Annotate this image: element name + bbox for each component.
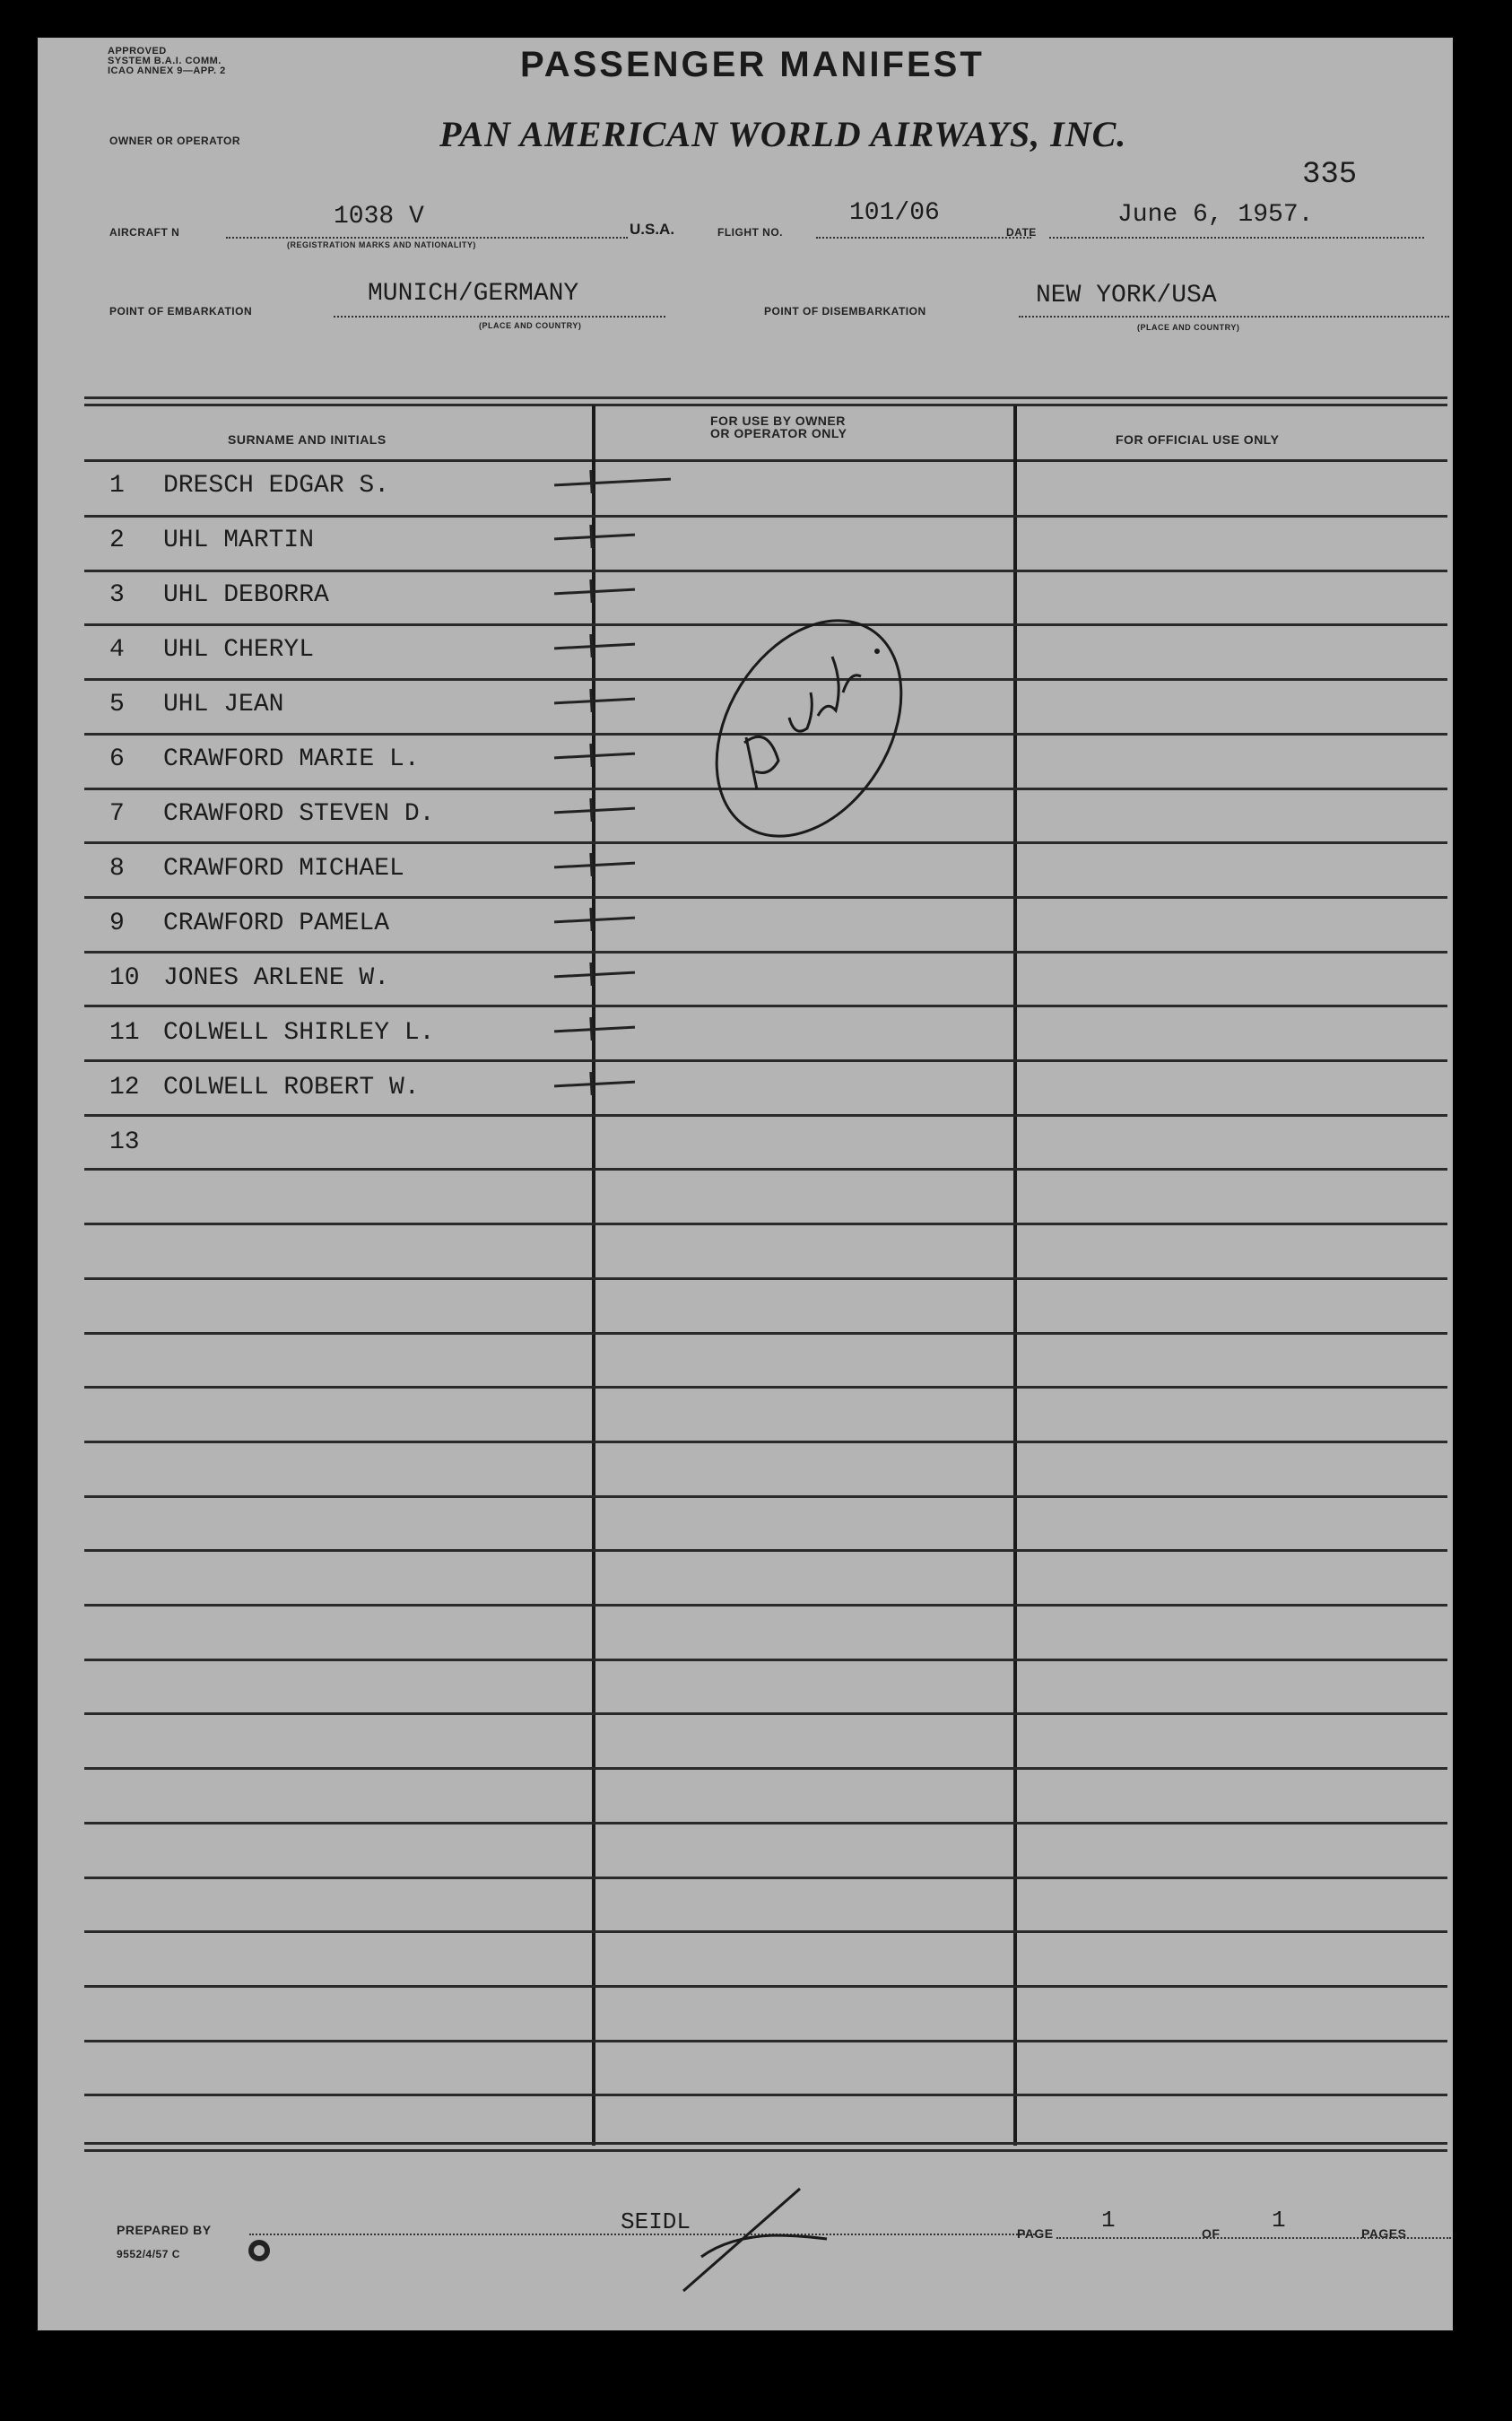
column-header-owner-use xyxy=(710,414,847,440)
date-label: DATE xyxy=(1006,226,1037,239)
table-bottom-rule xyxy=(84,2149,1447,2152)
row-number: 5 xyxy=(109,691,125,718)
form-code: 9552/4/57 C xyxy=(117,2248,180,2260)
table-top-rule xyxy=(84,396,1447,399)
row-number: 1 xyxy=(109,472,125,500)
column-header-surname: SURNAME AND INITIALS xyxy=(228,432,387,447)
approval-line: APPROVED xyxy=(108,46,167,57)
operator-name: PAN AMERICAN WORLD AIRWAYS, INC. xyxy=(439,114,1127,154)
row-number: 4 xyxy=(109,636,125,664)
flight-date: June 6, 1957. xyxy=(1117,201,1314,229)
passenger-name: COLWELL ROBERT W. xyxy=(163,1074,420,1102)
of-label: OF xyxy=(1202,2226,1221,2241)
disembarkation-label: POINT OF DISEMBARKATION xyxy=(764,305,926,318)
row-rule xyxy=(84,1005,1447,1007)
row-rule xyxy=(84,515,1447,518)
row-rule xyxy=(84,1985,1447,1988)
row-number: 6 xyxy=(109,745,125,773)
passenger-name: UHL CHERYL xyxy=(163,636,315,664)
disembarkation-sublabel: (PLACE AND COUNTRY) xyxy=(1137,323,1240,332)
pages-label: PAGES xyxy=(1361,2226,1407,2241)
row-rule xyxy=(84,1168,1447,1171)
check-mark xyxy=(554,478,671,487)
row-number: 8 xyxy=(109,855,125,883)
usa-label: U.S.A. xyxy=(630,221,675,238)
row-rule xyxy=(84,1223,1447,1225)
approval-line: SYSTEM B.A.I. COMM. xyxy=(108,56,222,66)
column-header-official-use: FOR OFFICIAL USE ONLY xyxy=(1116,432,1280,447)
row-rule xyxy=(84,2094,1447,2096)
row-number: 10 xyxy=(109,964,140,992)
row-rule xyxy=(84,1767,1447,1770)
passenger-name: DRESCH EDGAR S. xyxy=(163,472,390,500)
row-number: 13 xyxy=(109,1128,140,1156)
form-seal-icon xyxy=(246,2237,273,2264)
approval-line: ICAO ANNEX 9—APP. 2 xyxy=(108,65,226,76)
row-rule xyxy=(84,1386,1447,1389)
row-rule xyxy=(84,2040,1447,2042)
row-number: 3 xyxy=(109,581,125,609)
row-rule xyxy=(84,1822,1447,1824)
aircraft-label: AIRCRAFT N xyxy=(109,226,180,239)
aircraft-number: 1038 V xyxy=(334,203,424,231)
table-top-rule xyxy=(84,404,1447,406)
passenger-name: CRAWFORD STEVEN D. xyxy=(163,800,435,828)
embarkation-sublabel: (PLACE AND COUNTRY) xyxy=(479,321,582,330)
row-rule xyxy=(84,1930,1447,1933)
table-bottom-rule xyxy=(84,2142,1447,2145)
page-label: PAGE xyxy=(1017,2226,1054,2241)
row-rule xyxy=(84,1877,1447,1879)
prepared-by-label: PREPARED BY xyxy=(117,2223,212,2237)
row-rule xyxy=(84,1659,1447,1661)
owner-label: OWNER OR OPERATOR xyxy=(109,135,241,147)
circled-initials-mark xyxy=(692,585,943,845)
column-header-line: FOR USE BY OWNER xyxy=(710,414,846,428)
flight-number: 101/06 xyxy=(849,199,940,227)
passenger-name: JONES ARLENE W. xyxy=(163,964,390,992)
passenger-name: UHL MARTIN xyxy=(163,527,315,554)
approval-note xyxy=(108,47,226,76)
column-divider xyxy=(592,405,595,2146)
column-header-line: OR OPERATOR ONLY xyxy=(710,426,847,440)
passenger-name: CRAWFORD PAMELA xyxy=(163,910,390,937)
row-number: 12 xyxy=(109,1074,140,1102)
row-number: 2 xyxy=(109,527,125,554)
row-rule xyxy=(84,896,1447,899)
flight-label: FLIGHT NO. xyxy=(717,226,783,239)
row-rule xyxy=(84,1604,1447,1607)
aircraft-sublabel: (REGISTRATION MARKS AND NATIONALITY) xyxy=(287,240,476,249)
manifest-sheet xyxy=(38,38,1453,2330)
row-rule xyxy=(84,1277,1447,1280)
row-rule xyxy=(84,570,1447,572)
row-rule xyxy=(84,1549,1447,1552)
row-number: 11 xyxy=(109,1019,140,1047)
page-number: 1 xyxy=(1101,2207,1116,2234)
row-rule xyxy=(84,1059,1447,1062)
row-number: 7 xyxy=(109,800,125,828)
row-rule xyxy=(84,1712,1447,1715)
row-number: 9 xyxy=(109,910,125,937)
row-rule xyxy=(84,1495,1447,1498)
passenger-name: CRAWFORD MICHAEL xyxy=(163,855,404,883)
column-divider xyxy=(1013,405,1017,2146)
disembarkation-point: NEW YORK/USA xyxy=(1036,282,1217,309)
embarkation-label: POINT OF EMBARKATION xyxy=(109,305,253,318)
row-rule xyxy=(84,1441,1447,1443)
passenger-name: CRAWFORD MARIE L. xyxy=(163,745,420,773)
header-bottom-rule xyxy=(84,459,1447,462)
passenger-name: UHL JEAN xyxy=(163,691,284,718)
sheet-number: 335 xyxy=(1302,158,1358,192)
row-rule xyxy=(84,1332,1447,1335)
page-title: PASSENGER MANIFEST xyxy=(520,45,985,84)
row-rule xyxy=(84,1114,1447,1117)
embarkation-point: MUNICH/GERMANY xyxy=(368,280,579,308)
row-rule xyxy=(84,951,1447,954)
passenger-name: UHL DEBORRA xyxy=(163,581,329,609)
passenger-name: COLWELL SHIRLEY L. xyxy=(163,1019,435,1047)
preparer-signature xyxy=(665,2183,863,2300)
pages-total: 1 xyxy=(1272,2207,1286,2234)
preparer-name: SEIDL xyxy=(621,2208,691,2235)
